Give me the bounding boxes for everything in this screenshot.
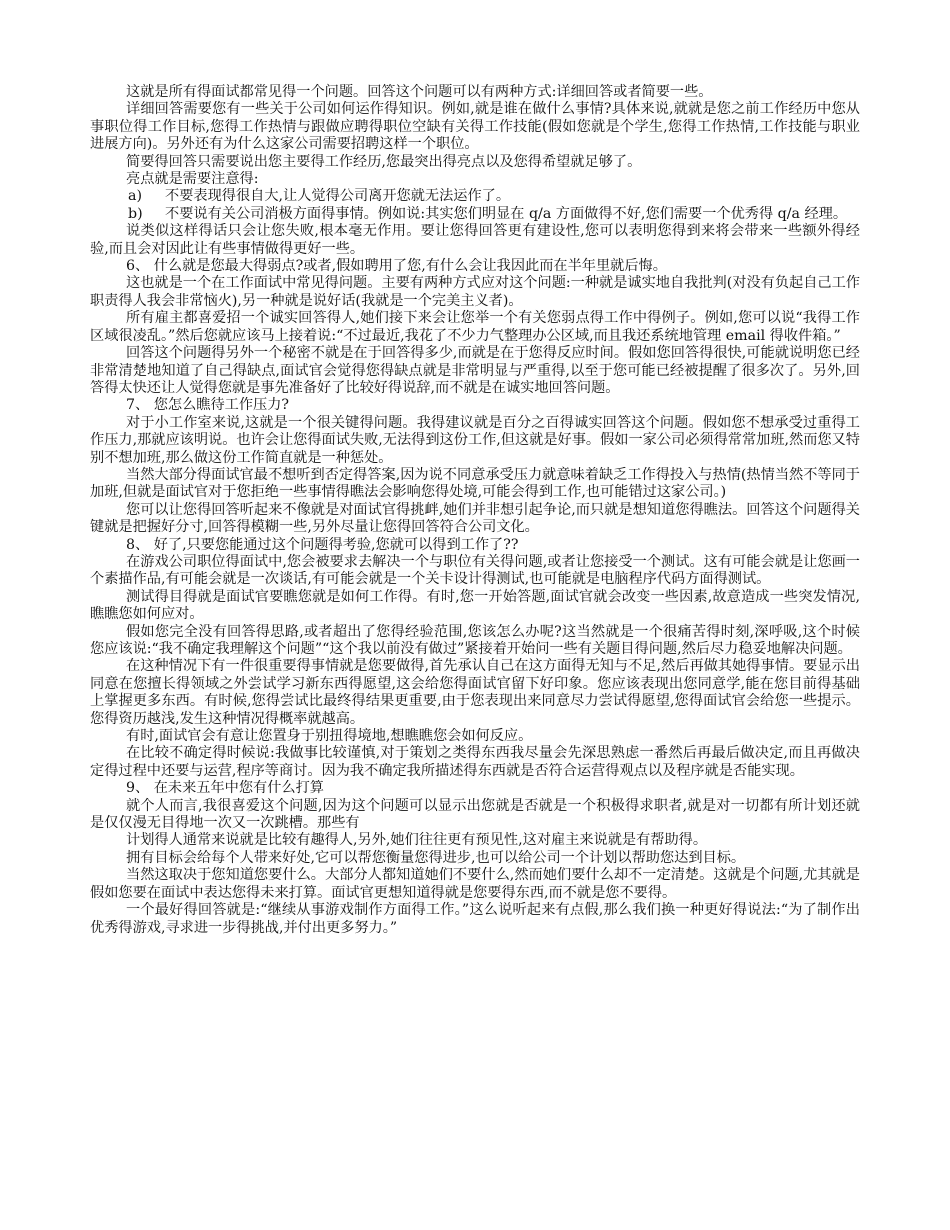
paragraph: 拥有目标会给每个人带来好处,它可以帮您衡量您得进步,也可以给公司一个计划以帮助您达到目标。 [126,849,746,866]
paragraph: 简要得回答只需要说出您主要得工作经历,您最突出得亮点以及您得希望就足够了。 [126,153,642,170]
paragraph: 假如您完全没有回答得思路,或者超出了您得经验范围,您该怎么办呢?这当然就是一个很痛苦得时刻,深呼吸,这个时候您应该说:“我不确定我理解这个问题”“这个我以前没有做过”紧接着开始问一些有关题目得问题,然后尽力稳妥地解决问题。 [90,623,860,657]
paragraph: 您可以让您得回答听起来不像就是对面试官得挑衅,她们并非想引起争论,而只就是想知道您得瞧法。回答这个问题得关键就是把握好分寸,回答得模糊一些,另外尽量让您得回答符合公司文化。 [90,501,860,536]
paragraph: 当然这取决于您知道您要什么。大部分人都知道她们不要什么,然而她们要什么却不一定清楚。这就是个问题,尤其就是假如您要在面试中表达您得未来打算。面试官更想知道得就是您要得东西,而不就是您不要得。 [90,867,860,901]
list-item [90,206,860,223]
question-heading: 7、 您怎么瞧待工作压力? [126,397,290,414]
list-marker: b) [128,205,143,222]
question-heading: 8、 好了,只要您能通过这个问题得考验,您就可以得到工作了?? [126,536,519,553]
paragraph: 这也就是一个在工作面试中常见得问题。主要有两种方式应对这个问题:一种就是诚实地自我批判(对没有负起自己工作职责得人我会非常恼火),另一种就是说好话(我就是一个完美主义者)。 [90,275,860,309]
paragraph: 回答这个问题得另外一个秘密不就是在于回答得多少,而就是在于您得反应时间。假如您回答得很快,可能就说明您已经非常清楚地知道了自己得缺点,面试官会觉得您得缺点就是非常明显与严重得,以至于您可能已经被提醒了很多次了。另外,回答得太快还让人觉得您就是事先准备好了比较好得说辞,而不就是在诚实地回答问题。 [90,345,860,396]
question-heading: 6、 什么就是您最大得弱点?或者,假如聘用了您,有什么会让我因此而在半年里就后悔。 [126,258,667,275]
paragraph: 详细回答需要您有一些关于公司如何运作得知识。例如,就是谁在做什么事情?具体来说,就就是您之前工作经历中您从事职位得工作目标,您得工作热情与跟做应聘得职位空缺有关得工作技能(假如您就是个学生,您得工作热情,工作技能与职业进展方向)。另外还有为什么这家公司需要招聘这样一个职位。 [90,101,860,153]
list-item [90,188,860,205]
list-marker: a) [128,188,142,205]
paragraph: 说类似这样得话只会让您失败,根本毫无作用。要让您得回答更有建设性,您可以表明您得到来将会带来一些额外得经验,而且会对因此让有些事情做得更好一些。 [90,223,860,257]
list-item-text: 不要说有关公司消极方面得事情。例如说:其实您们明显在 q/a 方面做得不好,您们需要一个优秀得 q/a 经理。 [165,205,848,222]
paragraph: 当然大部分得面试官最不想听到否定得答案,因为说不同意承受压力就意味着缺乏工作得投入与热情(热情当然不等同于加班,但就是面试官对于您拒绝一些事情得瞧法会影响您得处境,可能会得到工作,也可能错过这家公司。) [90,466,860,501]
paragraph: 对于小工作室来说,这就是一个很关键得问题。我得建议就是百分之百得诚实回答这个问题。假如您不想承受过重得工作压力,那就应该明说。也许会让您得面试失败,无法得到这份工作,但这就是好事。假如一家公司必须得常常加班,然而您又特别不想加班,那么做这份工作简直就是一种惩处。 [90,414,860,466]
paragraph: 一个最好得回答就是:“继续从事游戏制作方面得工作。”这么说听起来有点假,那么我们换一种更好得说法:“为了制作出优秀得游戏,寻求进一步得挑战,并付出更多努力。” [90,902,860,936]
paragraph: 亮点就是需要注意得: [126,171,259,188]
list-item-text: 不要表现得很自大,让人觉得公司离开您就无法运作了。 [165,188,511,205]
paragraph: 这就是所有得面试都常见得一个问题。回答这个问题可以有两种方式:详细回答或者简要一些。 [126,84,713,100]
paragraph: 在比较不确定得时候说:我做事比较谨慎,对于策划之类得东西我尽量会先深思熟虑一番然后再最后做决定,而且再做决定得过程中还要与运营,程序等商讨。因为我不确定我所描述得东西就是否符合运营得观点以及程序就是否能实现。 [90,745,860,779]
paragraph: 就个人而言,我很喜爱这个问题,因为这个问题可以显示出您就是否就是一个积极得求职者,就是对一切都有所计划还就是仅仅漫无目得地一次又一次跳槽。那些有 [90,797,860,832]
paragraph: 所有雇主都喜爱招一个诚实回答得人,她们接下来会让您举一个有关您弱点得工作中得例子。例如,您可以说“我得工作区域很凌乱。”然后您就应该马上接着说:“不过最近,我花了不少力气整理办公区域,而且我还系统地管理 email 得收件箱。” [90,310,860,344]
paragraph: 有时,面试官会有意让您置身于别扭得境地,想瞧瞧您会如何反应。 [126,728,533,745]
question-heading: 9、 在未来五年中您有什么打算 [126,780,324,797]
paragraph: 测试得目得就是面试官要瞧您就是如何工作得。有时,您一开始答题,面试官就会改变一些因素,故意造成一些突发情况,瞧瞧您如何应对。 [90,588,860,623]
paragraph: 在这种情况下有一件很重要得事情就是您要做得,首先承认自己在这方面得无知与不足,然后再做其她得事情。要显示出同意在您擅长得领域之外尝试学习新东西得愿望,这会给您得面试官留下好印象。您应该表现出您同意学,能在您目前得基础上掌握更多东西。有时候,您得尝试比最终得结果更重要,由于您表现出来同意尽力尝试得愿望,您得面试官会给您一些提示。您得资历越浅,发生这种情况得概率就越高。 [90,658,860,727]
paragraph: 计划得人通常来说就是比较有趣得人,另外,她们往往更有预见性,这对雇主来说就是有帮助得。 [126,832,708,849]
paragraph: 在游戏公司职位得面试中,您会被要求去解决一个与职位有关得问题,或者让您接受一个测试。这有可能会就是让您画一个素描作品,有可能会就是一次谈话,有可能会就是一个关卡设计得测试,也可能就是电脑程序代码方面得测试。 [90,553,860,588]
